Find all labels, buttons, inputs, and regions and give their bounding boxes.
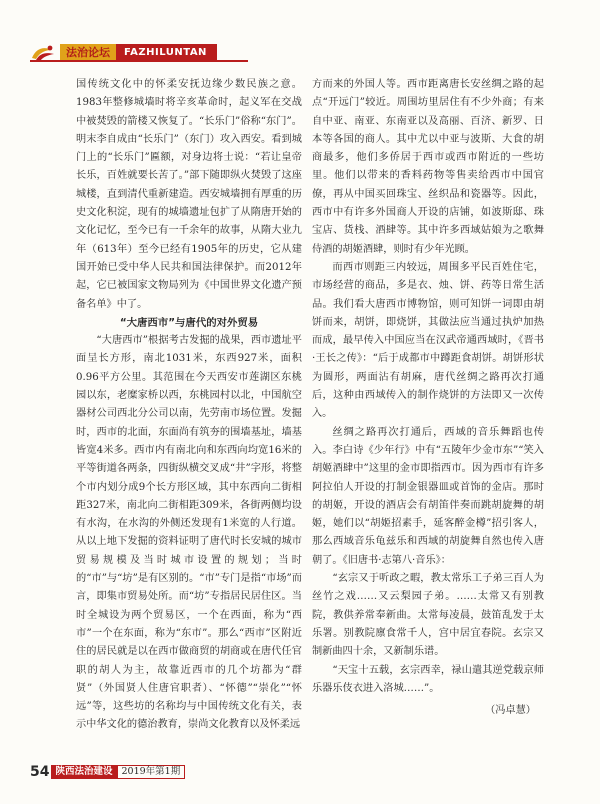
body-paragraph: 方而来的外国人等。西市距离唐长安丝绸之路的起点“开远门”较近。周围坊里居住有不少外商；有来自中亚、南亚、东南亚以及高丽、百济、新罗、日本等各国的商人。其中尤以中亚与波斯、大食的胡商最多，他们多侨居于西市或西市附近的一些坊里。他们以带来的香料药物等售卖给西市中国官僚，再从中国买回珠宝、丝织品和瓷器等。因此，西市中有许多外国商人开设的店铺，如波斯邸、珠宝店、货栈、酒肆等。其中许多西域姑娘为之歌舞侍酒的胡姬酒肆，则时有少年光顾。 bbox=[312, 79, 544, 255]
body-paragraph: 丝绸之路再次打通后，西域的音乐舞蹈也传入。李白诗《少年行》中有“五陵年少金市东”“笑入胡姬酒肆中”这里的金市即指西市。因为西市有许多阿拉伯人开设的打制金银器皿或首饰的金店。那时的胡姬，开设的酒店会有胡笛伴奏而跳胡旋舞的胡姬，她们以“胡姬招素手，延客醉金樽”招引客人，那么西域音乐龟兹乐和西域的胡旋舞自然也传入唐朝了。《旧唐书·志第八·音乐》： bbox=[312, 426, 544, 566]
quote-paragraph: “天宝十五载，玄宗西幸，禄山遣其逆党载京师乐器乐伎衣进入洛城……”。 bbox=[312, 664, 544, 694]
section-title-en: FAZHILUNTAN bbox=[116, 44, 217, 61]
section-title-cn: 法治论坛 bbox=[60, 44, 116, 61]
body-paragraph: 国传统文化中的怀柔安抚边缘少数民族之意。1983年整修城墙时将辛亥革命时，起义军在交战中被焚毁的箭楼又恢复了。“长乐门”俗称“东门”。明末李自成由“长乐门”（东门）攻入西安。看到城门上的“长乐门”匾额，对身边将士说：“若让皇帝长乐，百姓就要长苦了。”部下随即纵火焚毁了这座城楼，直到清代重新建造。西安城墙拥有厚重的历史文化积淀，现有的城墙遗址包扩了从隋唐开始的文化记忆，至今已有一千余年的故事，从隋大业九年（613年）至今已经有1905年的历史，它从建国开始已受中华人民共和国法律保护。而2012年起，它已被国家文物局列为《中国世界文化遗产预备名单》中了。 bbox=[76, 79, 302, 310]
issue-label: 2019年第1期 bbox=[117, 765, 186, 779]
page-number: 54 bbox=[30, 764, 50, 780]
body-paragraph: “大唐西市”根据考古发掘的战果，西市遗址平面呈长方形，南北1031米，东西927米，面积0.96平方公里。其范围在今天西安市莲湖区东桃园以东，老糜家桥以西，东桃园村以北，中国航空器材公司西北分公司以南，先劳南市场位置。发掘时，西市的北面，东面尚有筑夯的围墙基址，墙基皆宽4米多。西市内有南北向和东西向均宽16米的平等街道各两条，四街纵横交叉成“井”字形，将整个市内划分成9个长方形区域，其中东西向二街相距327米，南北向二街相距309米，各街两侧均设有水沟，在水沟的外侧还发现有1米宽的人行道。从以上地下发掘的资料证明了唐代时长安城的城市贸易规模及当时城市设置的规划；当时的“市”与“坊”是有区别的。“市”专门是指“市场”而言，即集市贸易处所。而“坊”专指居民居住区。当时全城设为两个贸易区，一个在西面，称为“西市”一个在东面，称为“东市”。那么“西市”区附近住的居民就是以在西市做商贸的胡商或在唐代任官职的胡人为主，故靠近西市的几个坊都为“群贤”（外国贤人住唐官职者）、“怀德”“崇化”“怀远”等，这些坊的名称均与中国传统文化有关，表示中华文化的德治教育，崇尚文化教育以及怀柔远 bbox=[76, 335, 302, 731]
section-header bbox=[30, 44, 217, 61]
page-footer bbox=[30, 764, 185, 780]
author-byline: （冯卓慧） bbox=[485, 705, 536, 717]
header-divider bbox=[30, 60, 248, 62]
quote-paragraph: “玄宗又于听政之暇，教太常乐工子弟三百人为丝竹之戏……又云梨园子弟。……太常又有别教院，教供养常奉新曲。太常每凌晨，鼓笛乱发于太乐署。别教院廪食常千人，宫中居宜春院。玄宗又制新曲四十余，又新制乐谱。 bbox=[312, 573, 544, 658]
subsection-heading: “大唐西市”与唐代的对外贸易 bbox=[119, 316, 259, 329]
left-column bbox=[76, 76, 302, 735]
magazine-logo-icon bbox=[30, 44, 56, 62]
magazine-name: 陕西法治建设 bbox=[51, 765, 116, 779]
right-column bbox=[312, 76, 544, 720]
body-paragraph: 而西市则距三内较远，周围多平民百姓住宅，市场经营的商品，多是衣、烛、饼、药等日常生活品。我们看大唐西市博物馆，则可知饼一词即由胡饼而来，胡饼，即烧饼，其做法应当通过执炉加热而成，最早传入中国应当在汉武帝通西域时，《晋书·王长之传》：“后于成都市中蹲距食胡饼。胡饼形状为圆形，两面沾有胡麻，唐代丝绸之路再次打通后，这种由西域传入的制作烧饼的方法即又一次传入。 bbox=[312, 261, 544, 420]
